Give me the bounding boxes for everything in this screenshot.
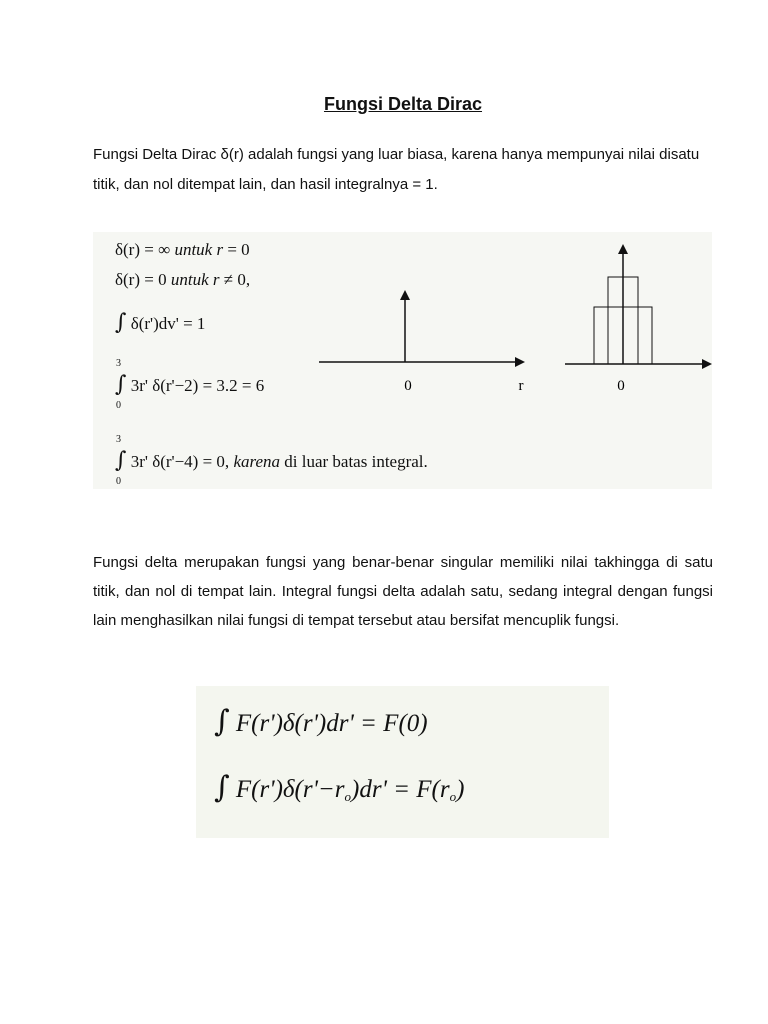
eq1-lhs: δ(r) = ∞: [115, 240, 175, 259]
right-origin-label: 0: [617, 378, 625, 394]
delta-definition-figure: [93, 232, 712, 489]
sifting-equation-2: [214, 770, 464, 805]
sift1-body: F(r')δ(r')dr' = F(0): [235, 710, 428, 737]
eq1-cond: untuk r: [174, 240, 224, 259]
explanation-paragraph: Fungsi delta merupakan fungsi yang benar-benar singular memiliki nilai takhingga di satu titik, dan nol di tempat lain. Integral fungsi delta adalah satu, sedang integral dengan fungsi lain menghasilkan nilai fungsi di tempat tersebut atau bersifat mencuplik fungsi.: [93, 554, 713, 629]
sift2-sub-a: o: [344, 789, 352, 804]
sift2-sub-b: o: [449, 789, 457, 804]
eq3-body: δ(r')dv' = 1: [130, 314, 206, 333]
sift2-body-b: )dr' = F(r: [351, 776, 450, 803]
delta-plots: [93, 232, 712, 489]
page-title: Fungsi Delta Dirac: [323, 94, 483, 114]
left-axis-label: r: [518, 378, 524, 394]
eq4-body: 3r' δ(r'−2) = 3.2 = 6: [130, 376, 265, 395]
upper-limit: 3: [116, 434, 121, 445]
lower-limit: 0: [116, 476, 121, 487]
eq5-karena: karena: [233, 452, 281, 471]
eq2-rhs: ≠ 0,: [219, 270, 251, 289]
integral-sign: ∫: [115, 372, 127, 397]
integral-sign: ∫: [115, 448, 127, 473]
sifting-property-figure: [196, 686, 609, 838]
sift2-body-a: F(r')δ(r'−r: [235, 776, 345, 803]
eq1-rhs: = 0: [223, 240, 250, 259]
sifting-equation-1: [214, 704, 428, 739]
integral-sign: ∫: [214, 704, 230, 739]
sift2-body-c: ): [456, 776, 465, 803]
eq5-body: 3r' δ(r'−4) = 0,: [130, 452, 234, 471]
intro-paragraph: Fungsi Delta Dirac δ(r) adalah fungsi yang luar biasa, karena hanya mempunyai nilai disatu titik, dan nol ditempat lain, dan hasil integralnya = 1.: [93, 146, 700, 193]
integral-sign: ∫: [115, 310, 127, 335]
left-origin-label: 0: [404, 378, 412, 394]
eq2-lhs: δ(r) = 0: [115, 270, 171, 289]
lower-limit: 0: [116, 400, 121, 411]
eq5-tail: di luar batas integral.: [280, 452, 428, 471]
eq2-cond: untuk r: [170, 270, 220, 289]
integral-sign: ∫: [214, 770, 230, 805]
upper-limit: 3: [116, 358, 121, 369]
